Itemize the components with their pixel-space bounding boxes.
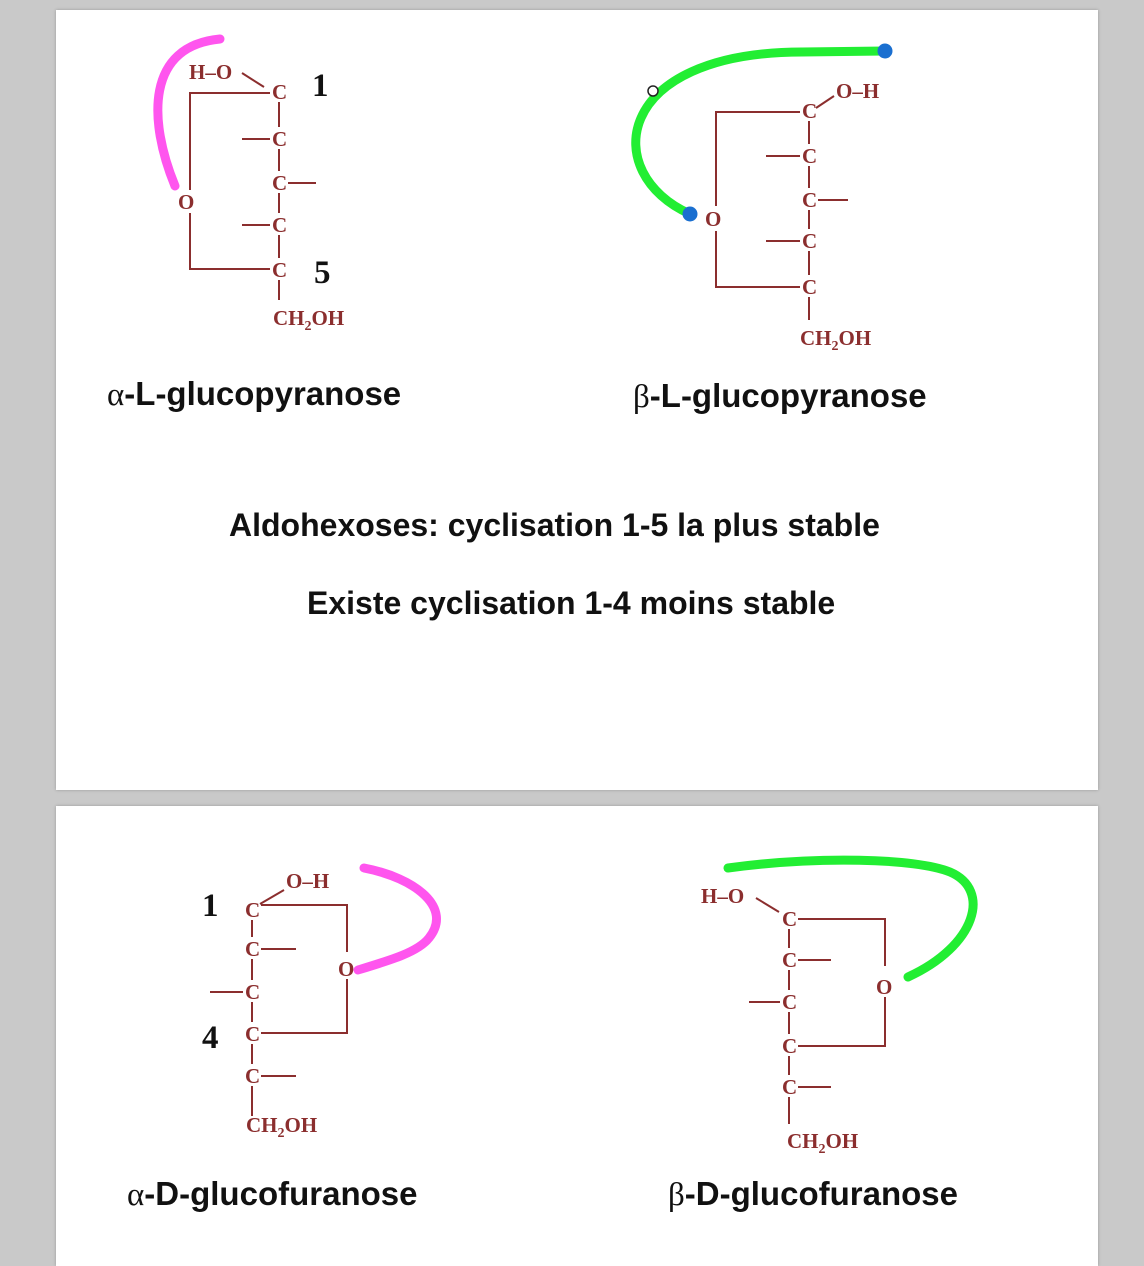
ring-oxygen: O [178, 190, 195, 214]
beta-d-glucofuranose-structure [701, 860, 973, 1157]
carbon-c5: C [272, 258, 288, 282]
ring-oxygen: O [338, 957, 355, 981]
ch2oh-group: $CH_2OH$ [787, 1129, 859, 1157]
ring-bond [190, 213, 270, 269]
ring-oxygen: O [876, 975, 893, 999]
ch2oh-group: $CH_2OH$ [273, 306, 345, 334]
arc-end-handle[interactable] [878, 44, 893, 59]
bond [756, 898, 779, 912]
greek-letter: β [633, 379, 650, 415]
alpha-d-glucofuranose-structure [202, 868, 436, 1141]
caption-text: -D-glucofuranose [144, 1175, 418, 1212]
ho-group: H–O [701, 884, 745, 908]
note-cyclisation-1-4: Existe cyclisation 1-4 moins stable [307, 585, 836, 621]
bond [242, 73, 264, 87]
arc-start-handle[interactable] [683, 207, 698, 222]
slide-1 [56, 10, 1098, 790]
carbon-number-1: 1 [312, 68, 329, 104]
caption-beta-l-glucopyranose [633, 377, 927, 416]
oh-group: O–H [286, 869, 330, 893]
ring-bond [261, 979, 347, 1033]
carbon-number-1: 1 [202, 888, 219, 924]
carbon-c3: C [272, 171, 288, 195]
greek-letter: β [668, 1177, 685, 1213]
carbon-c3: C [782, 990, 798, 1014]
carbon-c2: C [272, 127, 288, 151]
carbon-number-5: 5 [314, 255, 331, 291]
carbon-c4: C [272, 213, 288, 237]
carbon-c4: C [245, 1022, 261, 1046]
carbon-number-4: 4 [202, 1020, 219, 1056]
greek-letter: α [107, 377, 125, 413]
slide-2 [56, 806, 1098, 1266]
carbon-c2: C [782, 948, 798, 972]
ring-bond [798, 997, 885, 1046]
ring-oxygen: O [705, 207, 722, 231]
greek-letter: α [127, 1177, 145, 1213]
carbon-c1: C [245, 898, 261, 922]
carbon-c4: C [782, 1034, 798, 1058]
caption-alpha-l-glucopyranose [107, 375, 401, 414]
carbon-c1: C [272, 80, 288, 104]
ho-group: H–O [189, 60, 233, 84]
note-cyclisation-1-5: Aldohexoses: cyclisation 1-5 la plus stable [229, 507, 880, 543]
caption-beta-d-glucofuranose [668, 1175, 958, 1214]
beta-l-glucopyranose-structure [636, 44, 893, 355]
green-cyclisation-arc [636, 51, 885, 214]
ring-bond [261, 905, 347, 952]
carbon-c3: C [245, 980, 261, 1004]
carbon-c5: C [802, 275, 818, 299]
caption-text: -L-glucopyranose [649, 377, 927, 414]
carbon-c3: C [802, 188, 818, 212]
caption-text: -D-glucofuranose [684, 1175, 958, 1212]
ch2oh-group: $CH_2OH$ [800, 326, 872, 354]
ch2oh-group: $CH_2OH$ [246, 1113, 318, 1141]
carbon-c2: C [245, 937, 261, 961]
ring-bond [190, 93, 270, 190]
carbon-c4: C [802, 229, 818, 253]
ring-bond [716, 231, 800, 287]
bond [816, 96, 834, 108]
caption-text: -L-glucopyranose [124, 375, 402, 412]
carbon-c1: C [782, 907, 798, 931]
carbon-c5: C [245, 1064, 261, 1088]
caption-alpha-d-glucofuranose [127, 1175, 417, 1214]
ring-bond [798, 919, 885, 966]
ring-bond [716, 112, 800, 206]
carbon-c5: C [782, 1075, 798, 1099]
alpha-l-glucopyranose-structure [158, 39, 344, 334]
arc-control-handle[interactable] [648, 86, 658, 96]
pink-cyclisation-arc [358, 868, 436, 970]
bond [260, 890, 284, 904]
carbon-c2: C [802, 144, 818, 168]
carbon-c1: C [802, 99, 818, 123]
oh-group: O–H [836, 79, 880, 103]
